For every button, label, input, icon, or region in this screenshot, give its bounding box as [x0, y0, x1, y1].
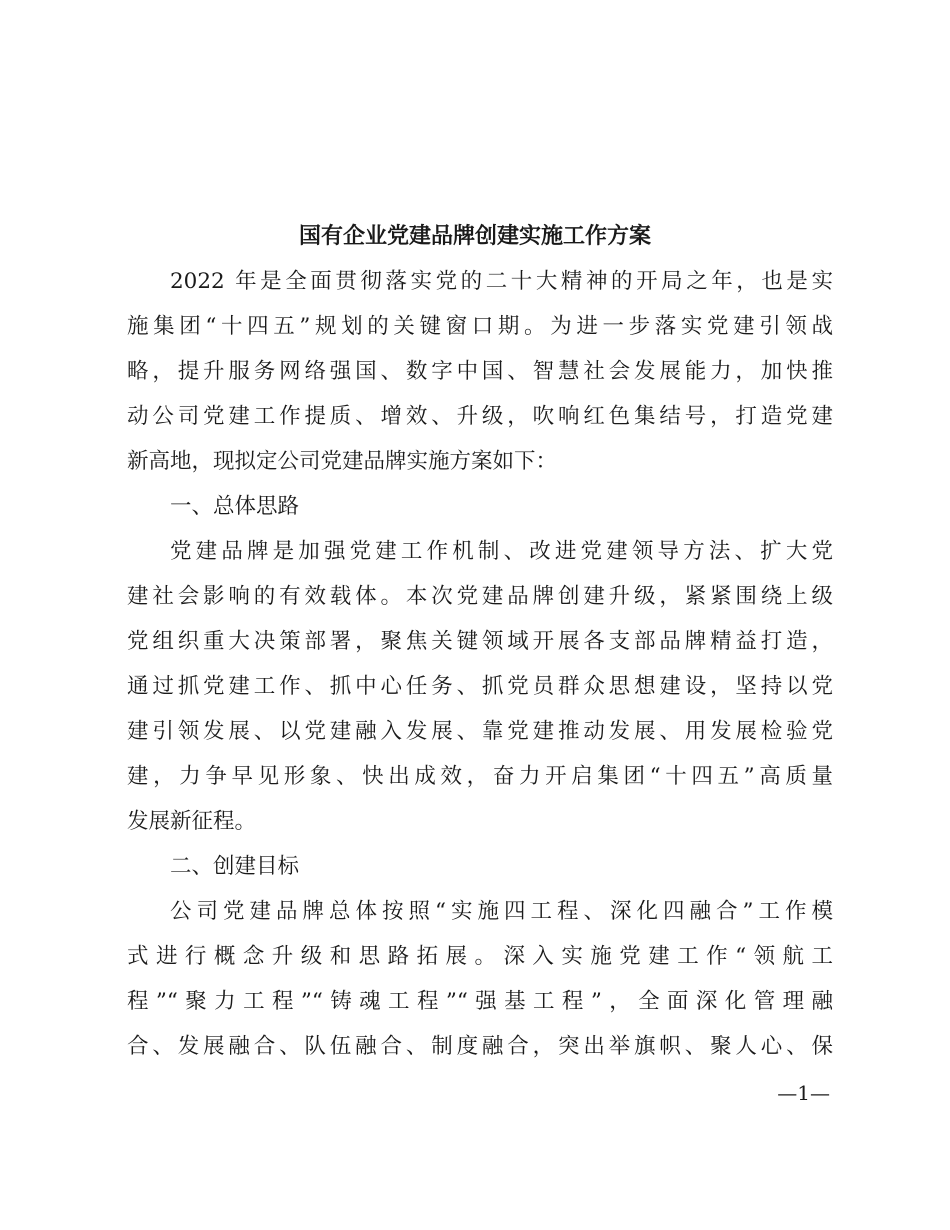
paragraph-line: 建引领发展、以党建融入发展、靠党建推动发展、用发展检验党: [127, 719, 833, 744]
document-title: 国有企业党建品牌创建实施工作方案: [298, 223, 651, 249]
paragraph-line: 2022 年是全面贯彻落实党的二十大精神的开局之年，也是实: [170, 269, 833, 294]
paragraph-line: 略，提升服务网络强国、数字中国、智慧社会发展能力，加快推: [127, 359, 833, 384]
paragraph-line: 公司党建品牌总体按照“实施四工程、深化四融合”工作模: [170, 899, 833, 924]
section-heading: 二、创建目标: [170, 854, 300, 879]
paragraph-line: 合、发展融合、队伍融合、制度融合，突出举旗帜、聚人心、保: [127, 1034, 833, 1059]
paragraph-line: 式进行概念升级和思路拓展。深入实施党建工作“领航工: [127, 944, 833, 969]
page-number: —1—: [777, 1081, 830, 1105]
paragraph-line: 施集团“十四五”规划的关键窗口期。为进一步落实党建引领战: [127, 314, 833, 339]
section-heading: 一、总体思路: [170, 494, 300, 519]
paragraph-line: 程”“聚力工程”“铸魂工程”“强基工程”，全面深化管理融: [127, 989, 833, 1014]
paragraph-line: 建社会影响的有效载体。本次党建品牌创建升级，紧紧围绕上级: [127, 584, 833, 609]
paragraph-line: 建，力争早见形象、快出成效，奋力开启集团“十四五”高质量: [127, 764, 833, 789]
paragraph-line: 党建品牌是加强党建工作机制、改进党建领导方法、扩大党: [170, 539, 833, 564]
paragraph-line: 发展新征程。: [127, 809, 257, 834]
paragraph-line: 动公司党建工作提质、增效、升级，吹响红色集结号，打造党建: [127, 404, 833, 429]
paragraph-line: 新高地，现拟定公司党建品牌实施方案如下：: [127, 449, 558, 474]
paragraph-line: 通过抓党建工作、抓中心任务、抓党员群众思想建设，坚持以党: [127, 674, 833, 699]
paragraph-line: 党组织重大决策部署，聚焦关键领域开展各支部品牌精益打造，: [127, 629, 833, 654]
